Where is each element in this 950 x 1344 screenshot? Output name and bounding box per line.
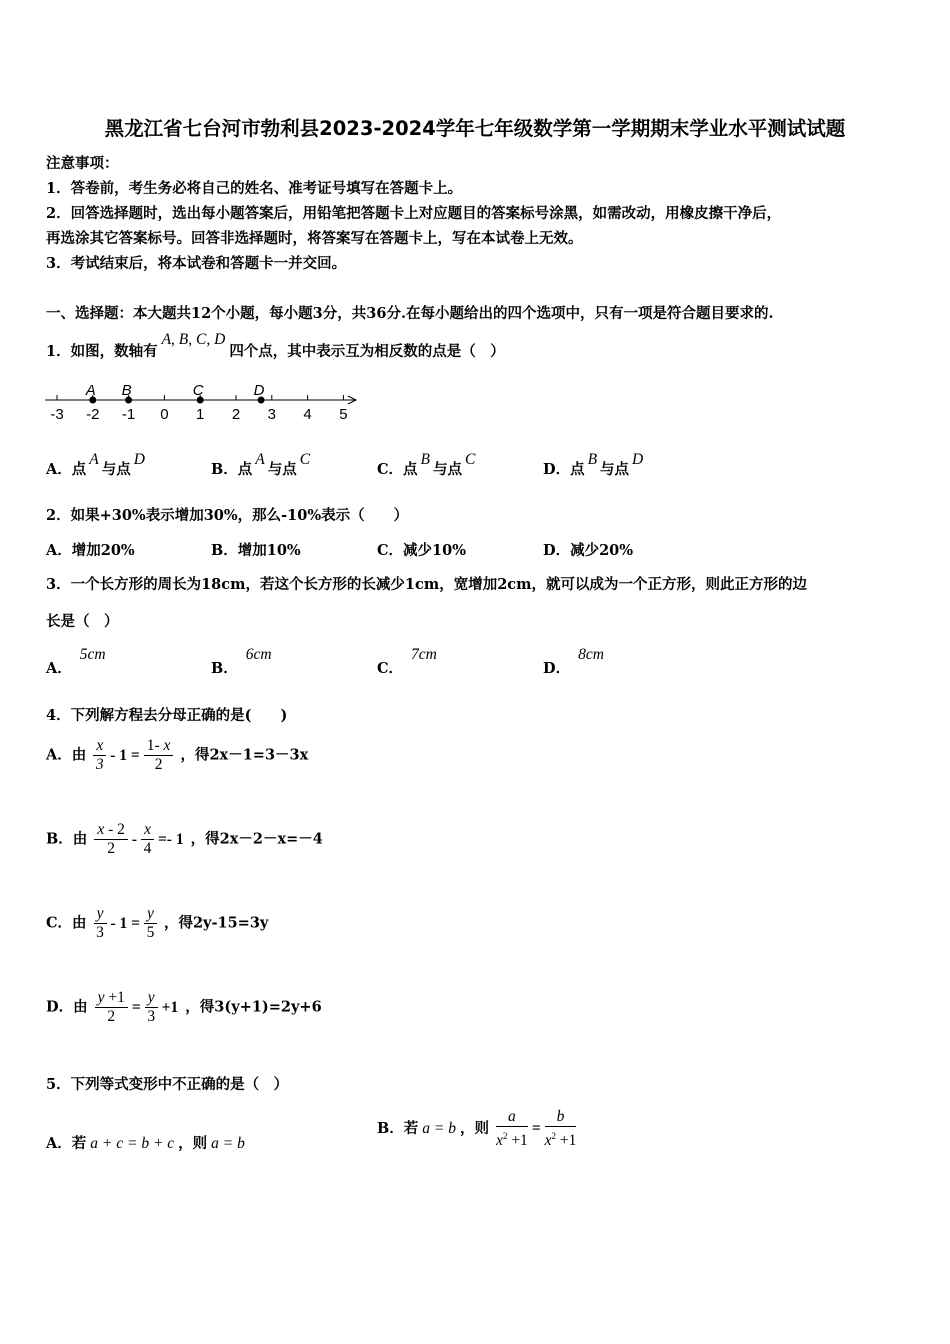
q1-option-b[interactable]: B．点A与点C — [211, 451, 311, 478]
question-4: 4．下列解方程去分母正确的是( ) — [46, 707, 288, 724]
question-1 — [46, 331, 505, 361]
page-title: 黑龙江省七台河市勃利县2023-2024学年七年级数学第一学期期末学业水平测试试题 — [104, 117, 846, 140]
q3-option-a[interactable]: A．5cm — [46, 646, 106, 677]
question-2: 2．如果+30%表示增加30%，那么-10%表示（ ） — [46, 507, 409, 524]
q1-points: A, B, C, D — [161, 331, 226, 348]
axis-tick-label: 5 — [339, 406, 348, 423]
q2-option-c[interactable]: C．减少10% — [377, 542, 466, 559]
axis-tick-label: 0 — [160, 406, 169, 423]
point-label: C — [192, 382, 204, 399]
q3-option-b[interactable]: B．6cm — [211, 646, 272, 677]
number-line — [40, 378, 370, 426]
q4-option-c[interactable]: C．由 $\frac{y}{3}$ - 1 = $\frac{y}{5}$ ，得2y-15=3y — [46, 905, 269, 941]
point-label: A — [85, 382, 96, 399]
q2-option-a[interactable]: A．增加20% — [46, 542, 135, 559]
q1-option-d[interactable]: D．点B与点D — [543, 451, 644, 478]
notice-item: 再选涂其它答案标号。回答非选择题时，将答案写在答题卡上，写在本试卷上无效。 — [46, 230, 583, 247]
question-5: 5．下列等式变形中不正确的是（ ） — [46, 1076, 289, 1093]
q5-option-a[interactable]: A．若 a + c = b + c ，则 a = b — [46, 1135, 245, 1152]
notice-item: 1．答卷前，考生务必将自己的姓名、准考证号填写在答题卡上。 — [46, 180, 463, 197]
q1-suffix: 四个点，其中表示互为相反数的点是（ ） — [229, 343, 505, 360]
q3-option-d[interactable]: D．8cm — [543, 646, 604, 677]
q2-option-d[interactable]: D．减少20% — [543, 542, 634, 559]
axis-tick-label: -2 — [86, 406, 100, 423]
axis-tick-label: 2 — [231, 406, 241, 423]
q1-option-a[interactable]: A．点A与点D — [46, 451, 145, 478]
notice-heading: 注意事项： — [46, 155, 119, 172]
question-3: 3．一个长方形的周长为18cm，若这个长方形的长减少1cm，宽增加2cm，就可以成为一个正方形，则此正方形的边 — [46, 576, 807, 593]
q1-prefix: 1．如图，数轴有 — [46, 343, 158, 360]
q2-option-b[interactable]: B．增加10% — [211, 542, 301, 559]
question-3-cont: 长是（ ） — [46, 613, 119, 630]
q3-option-c[interactable]: C．7cm — [377, 646, 437, 677]
q4-option-a[interactable]: A．由 $\frac{x}{3}$ - 1 = $\frac{1- x}{2}$ ，得2x－1=3－3x — [46, 737, 309, 773]
axis-tick-label: -3 — [50, 406, 64, 423]
section-heading: 一、选择题：本大题共12个小题，每小题3分，共36分.在每小题给出的四个选项中，只有一项是符合题目要求的. — [46, 305, 774, 322]
notice-item: 2．回答选择题时，选出每小题答案后，用铅笔把答题卡上对应题目的答案标号涂黑，如需改动，用橡皮擦干净后， — [46, 205, 782, 222]
axis-tick-label: -1 — [121, 406, 136, 423]
axis-tick-label: 4 — [303, 406, 312, 423]
axis-tick-label: 3 — [267, 406, 276, 423]
notice-item: 3．考试结束后，将本试卷和答题卡一并交回。 — [46, 255, 347, 272]
q1-option-c[interactable]: C．点B与点C — [377, 451, 476, 478]
point-label: D — [253, 382, 265, 399]
q5-option-b[interactable]: B．若 a = b ，则 $\frac{a}{x^2 +1}$ = $\frac{b}{x^2 +1}$ — [377, 1108, 577, 1150]
q4-option-b[interactable]: B．由 $\frac{x - 2}{2}$ - $\frac{x}{4}$ =- 1 ，得2x－2－x=－4 — [46, 821, 323, 857]
point-label: B — [121, 382, 132, 399]
axis-tick-label: 1 — [196, 406, 205, 423]
q4-option-d[interactable]: D．由 $\frac{y +1}{2}$ = $\frac{y}{3}$ +1 ，得3(y+1)=2y+6 — [46, 989, 322, 1025]
